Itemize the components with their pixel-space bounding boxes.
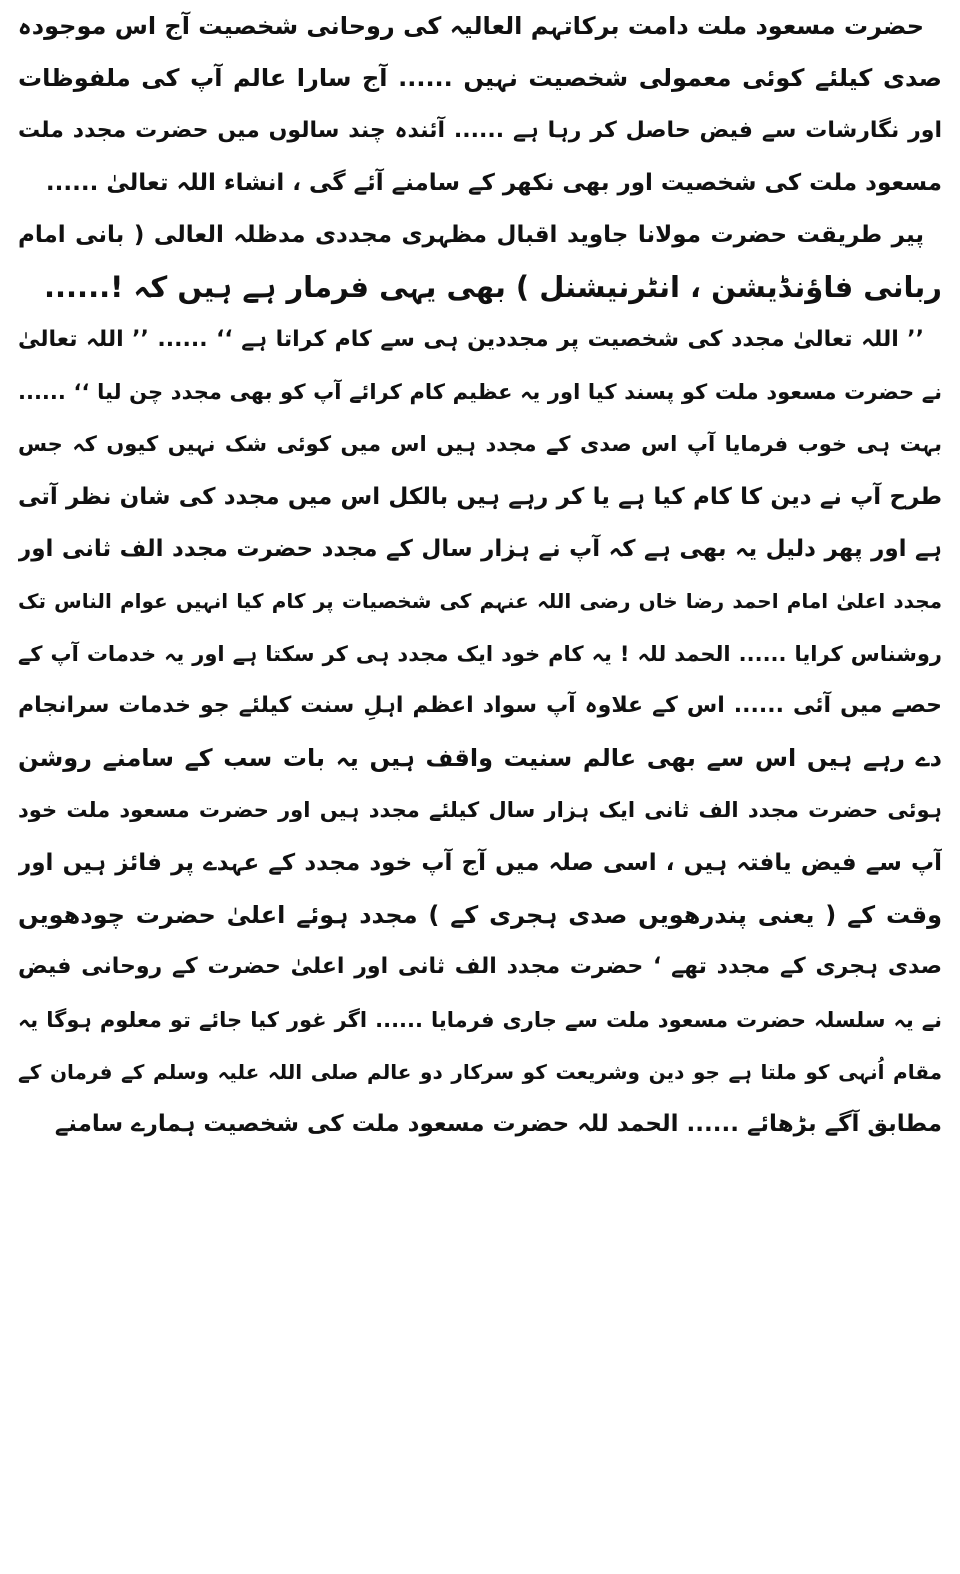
text-line: مطابق آگے بڑھائے ...... الحمد للہ حضرت مسعود ملت کی شخصیت ہمارے سامنے	[54, 1111, 942, 1138]
text-line: مجدد اعلیٰ امام احمد رضا خاں رضی اللہ عنہم کی شخصیات پر کام کیا انہیں عوام الناس تک	[18, 589, 942, 614]
paragraph-2	[18, 209, 942, 314]
text-line: دے رہے ہیں اس سے بھی عالم سنیت واقف ہیں یہ بات سب کے سامنے روشن	[18, 744, 942, 773]
text-line: اور نگارشات سے فیض حاصل کر رہا ہے ...... آئندہ چند سالوں میں حضرت مجدد ملت	[18, 117, 942, 143]
text-line: نے یہ سلسلہ حضرت مسعود ملت سے جاری فرمایا ...... اگر غور کیا جائے تو معلوم ہوگا یہ	[18, 1007, 942, 1032]
text-line: آپ سے فیض یافتہ ہیں ، اسی صلہ میں آج آپ خود مجدد کے عہدے پر فائز ہیں اور	[18, 849, 942, 876]
text-line: روشناس کرایا ...... الحمد للہ ! یہ کام خود ایک مجدد ہی کر سکتا ہے اور یہ خدمات آپ کے	[18, 641, 942, 666]
text-line: وقت کے ( یعنی پندرھویں صدی ہجری کے ) مجدد ہوئے اعلیٰ حضرت چودھویں	[18, 901, 942, 930]
text-line: بہت ہی خوب فرمایا آپ اس صدی کے مجدد ہیں اس میں کوئی شک نہیں کیوں کہ جس	[18, 432, 942, 457]
text-line: مقام اُنہی کو ملتا ہے جو دین وشریعت کو سرکار دو عالم صلی اللہ علیہ وسلم کے فرمان کے	[18, 1059, 942, 1084]
text-line: ہے اور پھر دلیل یہ بھی ہے کہ آپ نے ہزار سال کے مجدد حضرت مجدد الف ثانی اور	[18, 535, 942, 562]
paragraph-3	[18, 314, 942, 1151]
text-line: ربانی فاؤنڈیشن ، انٹرنیشنل ) بھی یہی فرمار ہے ہیں کہ !......	[44, 270, 942, 305]
paragraph-1	[18, 0, 942, 209]
text-line: ’’ اللہ تعالیٰ مجدد کی شخصیت پر مجددین ہی سے کام کراتا ہے ‘‘ ...... ’’ اللہ تعالیٰ	[18, 326, 924, 352]
text-line: حضرت مسعود ملت دامت برکاتہم العالیہ کی روحانی شخصیت آج اس موجودہ	[18, 12, 924, 40]
text-line: ہوئی حضرت مجدد الف ثانی ایک ہزار سال کیلئے مجدد ہیں اور حضرت مسعود ملت خود	[18, 798, 942, 823]
text-line: حصے میں آئی ...... اس کے علاوہ آپ سواد اعظم اہلِ سنت کیلئے جو خدمات سرانجام	[18, 692, 942, 718]
text-line: پیر طریقت حضرت مولانا جاوید اقبال مظہری مجددی مدظلہ العالی ( بانی امام	[18, 222, 924, 249]
text-line: طرح آپ نے دین کا کام کیا ہے یا کر رہے ہیں بالکل اس میں مجدد کی شان نظر آتی	[18, 483, 942, 510]
text-line: نے حضرت مسعود ملت کو پسند کیا اور یہ عظیم کام کرائے آپ کو بھی مجدد چن لیا ‘‘ ......	[18, 380, 942, 405]
text-line: صدی کیلئے کوئی معمولی شخصیت نہیں ...... آج سارا عالم آپ کی ملفوظات	[18, 64, 942, 93]
text-line: صدی ہجری کے مجدد تھے ‘ حضرت مجدد الف ثانی اور اعلیٰ حضرت کے روحانی فیض	[18, 954, 942, 980]
text-line: مسعود ملت کی شخصیت اور بھی نکھر کے سامنے آئے گی ، انشاء اللہ تعالیٰ ......	[45, 169, 942, 196]
document-page	[18, 0, 942, 1574]
